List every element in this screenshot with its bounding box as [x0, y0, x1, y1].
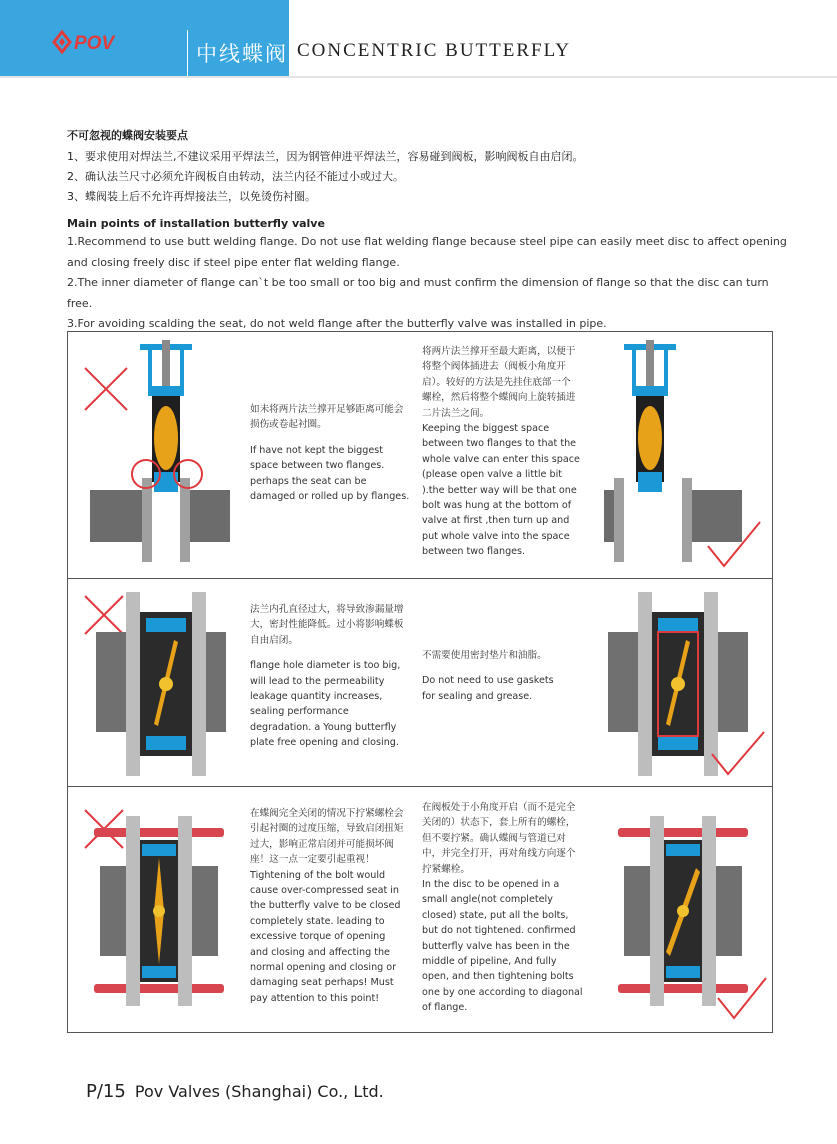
flange-bore-right-text: 不需要使用密封垫片和油脂。 Do not need to use gaskets for sealing and grease. — [422, 650, 554, 702]
valve-section-wrong — [96, 592, 226, 776]
header-divider — [187, 30, 188, 76]
bolting-right-text: 在阀板处于小角度开启（而不是完全 关闭的）状态下，套上所有的螺栓， 但不要拧紧。确认蝶阀与管道已对 中，并完全打开，再对角线方向逐个 拧紧螺栓。 In the disc to be opened in a small angle(not completely closed) state, put all the bolts, but do not tightened. confirmed butterfly valve has been in the middle of pipeline, And fully open, and then tightening bolts one by one according to diagonal of flange. — [422, 802, 583, 1014]
check-mark-icon — [714, 974, 770, 1024]
en-point: 3.For avoiding scalding the seat, do not weld flange after the butterfly valve was installed in pipe. — [67, 317, 607, 330]
spacing-wrong-text: 如未将两片法兰撑开足够距离可能会 损伤或卷起衬圈。 If have not kept the biggest space between two flanges. perhaps the seat can be damaged or rolled up by flanges. — [250, 404, 410, 503]
en-section-title: Main points of installation butterfly valve — [67, 217, 325, 230]
flange-bore-wrong-text: 法兰内孔直径过大，将导致渗漏量增 大，密封性能降低。过小将影响蝶板 自由启闭。 flange hole diameter is too big, will lead to the permeability leakage quantity increases, sealing performance degradation. a Young butterfly plate free opening and closing. — [250, 604, 404, 749]
cn-point: 3、蝶阀装上后不允许再焊接法兰，以免烫伤衬圈。 — [67, 190, 316, 203]
page-number: P/15 — [86, 1081, 126, 1102]
diagram-row-spacing — [68, 332, 772, 579]
cn-point: 2、确认法兰尺寸必须允许阀板自由转动，法兰内径不能过小或过大。 — [67, 170, 404, 183]
en-point: 1.Recommend to use butt welding flange. Do not use flat welding flange because steel pipe can easily meet disc to affect opening — [67, 235, 787, 248]
company-name: Pov Valves (Shanghai) Co., Ltd. — [134, 1082, 384, 1101]
valve-side-view-wrong — [90, 340, 230, 570]
bolting-wrong-text: 在蝶阀完全关闭的情况下拧紧螺栓会 引起衬圈的过度压缩，导致启闭扭矩 过大，影响正常启闭并可能损坏阀 座！这一点一定要引起重视！ Tightening of the bolt would cause over-compressed seat in the butterfly valve to be closed completely state. leading to excessive torque of opening and closing and affecting the normal opening and closing or damaging seat perhaps! Must pay attention to this point! — [250, 808, 404, 1004]
valve-bolted-wrong — [84, 806, 234, 1016]
header-title-en: CONCENTRIC BUTTERFLY — [297, 40, 572, 61]
header-title-cn: 中线蝶阀 — [196, 42, 288, 66]
pov-logo — [50, 27, 150, 57]
diagram-row-bolting — [68, 786, 772, 1032]
diagram-row-flange-bore — [68, 578, 772, 787]
en-point: and closing freely disc if steel pipe enter flat welding flange. — [67, 255, 400, 269]
check-mark-icon — [704, 518, 764, 574]
installation-points — [67, 127, 787, 335]
check-mark-icon — [708, 728, 768, 780]
cn-point: 1、要求使用对焊法兰,不建议采用平焊法兰，因为钢管伸进平焊法兰，容易碰到阀板，影响阀板自由启闭。 — [67, 150, 584, 163]
logo-text: POV — [74, 33, 115, 54]
spacing-right-text: 将两片法兰撑开至最大距离，以便于 将整个阀体插进去（阀板小角度开 启）。较好的方法是先挂住底部一个 螺栓，然后将整个蝶阀向上旋转插进 二片法兰之间。 Keeping the biggest space between two flanges to that the whole valve can enter this space (please open valve a little bit ).the better way will be that one bolt was hung at the bottom of valve at first ,then turn up and put whole valve into the space between two flanges. — [422, 346, 580, 558]
header-rule — [0, 76, 837, 78]
installation-diagram-grid — [67, 331, 773, 1033]
cn-section-title: 不可忽视的蝶阀安装要点 — [67, 129, 188, 142]
en-point: 2.The inner diameter of flange can`t be too small or too big and must confirm the dimension of flange so that the disc can turn free. — [67, 276, 769, 310]
page-footer — [86, 1081, 384, 1102]
